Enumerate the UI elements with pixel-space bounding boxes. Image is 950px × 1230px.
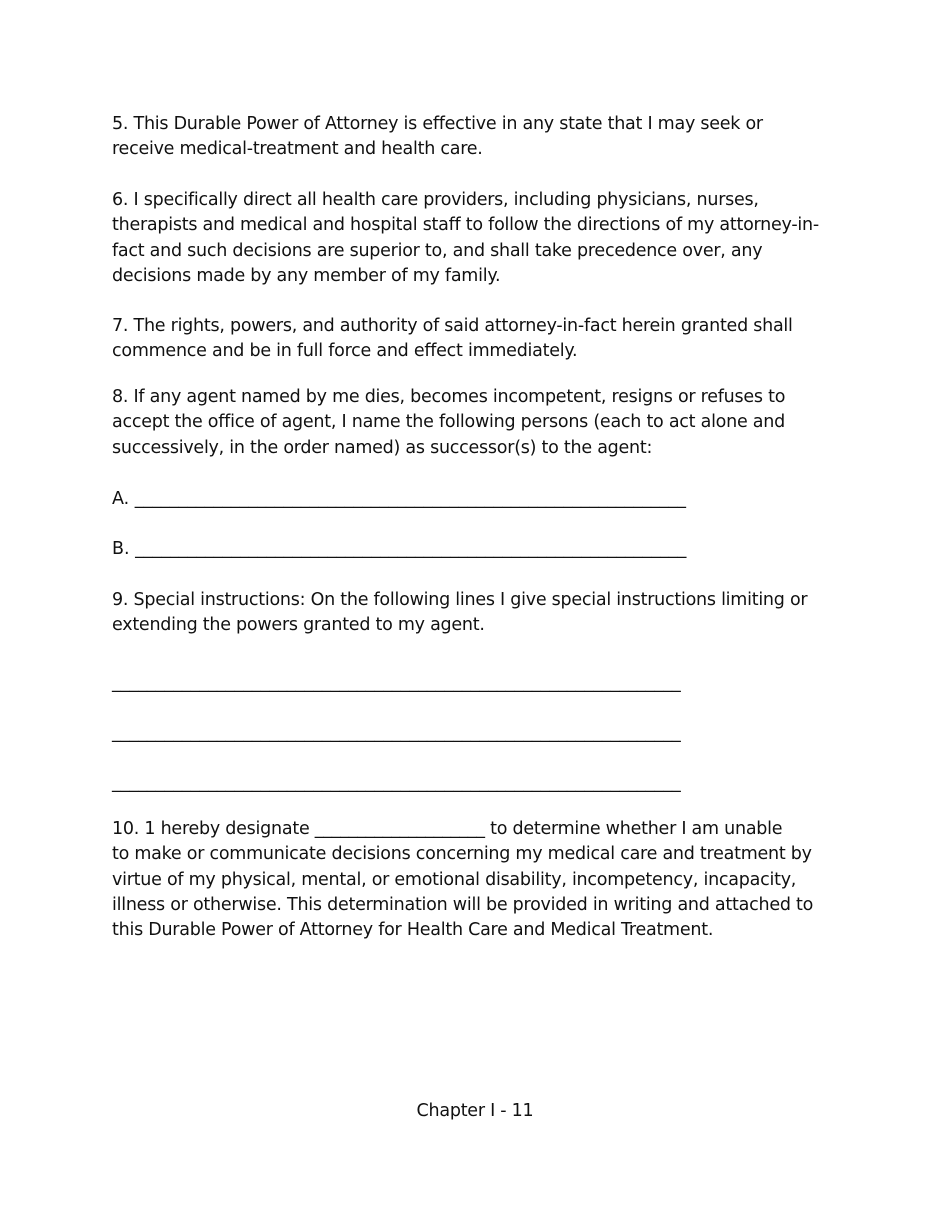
paragraph-9 bbox=[112, 588, 847, 639]
text-line: 6. I specifically direct all health care providers, including physicians, nurses, bbox=[112, 190, 759, 210]
text-line: 9. Special instructions: On the following lines I give special instructions limiting or bbox=[112, 590, 808, 610]
instruction-line-1: _________________________________________________________________ bbox=[112, 673, 681, 693]
paragraph-10 bbox=[112, 817, 847, 943]
text-line: therapists and medical and hospital staff to follow the directions of my attorney-in- bbox=[112, 215, 819, 236]
text-line: decisions made by any member of my family. bbox=[112, 265, 501, 286]
text-line: extending the powers granted to my agent. bbox=[112, 615, 485, 636]
text-line: illness or otherwise. This determination will be provided in writing and attached to bbox=[112, 894, 814, 915]
instruction-line-2: _________________________________________________________________ bbox=[112, 723, 681, 743]
text-line: 7. The rights, powers, and authority of said attorney-in-fact herein granted shall bbox=[112, 316, 793, 336]
successor-line-a: A. _______________________________________________________________ bbox=[112, 489, 687, 509]
instruction-line-3: _________________________________________________________________ bbox=[112, 773, 681, 793]
successor-line-b: B. _______________________________________________________________ bbox=[112, 539, 687, 559]
text-line: successively, in the order named) as successor(s) to the agent: bbox=[112, 437, 653, 458]
paragraph-7 bbox=[112, 314, 847, 365]
text-line: 8. If any agent named by me dies, becomes incompetent, resigns or refuses to bbox=[112, 387, 786, 407]
paragraph-5 bbox=[112, 112, 847, 163]
paragraph-6 bbox=[112, 188, 847, 289]
text-line: accept the office of agent, I name the following persons (each to act alone and bbox=[112, 412, 785, 433]
paragraph-8 bbox=[112, 385, 847, 461]
text-line: 5. This Durable Power of Attorney is effective in any state that I may seek or bbox=[112, 114, 763, 134]
text-line: this Durable Power of Attorney for Health Care and Medical Treatment. bbox=[112, 920, 714, 941]
text-line: commence and be in full force and effect immediately. bbox=[112, 341, 578, 362]
text-line: fact and such decisions are superior to, and shall take precedence over, any bbox=[112, 240, 763, 261]
page-footer: Chapter I - 11 bbox=[416, 1101, 534, 1121]
text-line: 10. 1 hereby designate ____________________ to determine whether I am unable bbox=[112, 819, 783, 839]
text-line: virtue of my physical, mental, or emotional disability, incompetency, incapacity, bbox=[112, 869, 797, 890]
text-line: receive medical-treatment and health care. bbox=[112, 139, 483, 160]
text-line: to make or communicate decisions concerning my medical care and treatment by bbox=[112, 844, 812, 865]
